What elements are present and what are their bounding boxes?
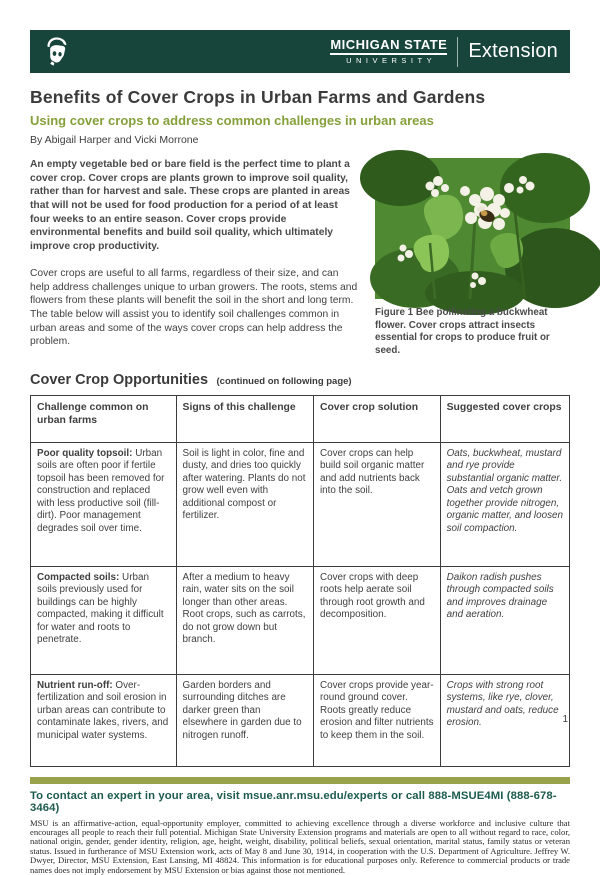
page-title: Benefits of Cover Crops in Urban Farms and Gardens: [30, 87, 486, 107]
table-row: [31, 442, 570, 566]
intro-section: [30, 158, 570, 357]
disclaimer-text: MSU is an affirmative-action, equal-opportunity employer, committed to achieving excellence through a diverse workforce and inclusive culture that encourages all people to reach their full potential. Michigan State University Extension programs and materials are open to all without regard to race, color, national origin, gender, gender identity, religion, age, height, weight, disability, political beliefs, sexual orientation, marital status, family status or veteran status. Issued in furtherance of MSU Extension work, acts of May 8 and June 30, 1914, in cooperation with the U.S. Department of Agriculture. Jeffrey W. Dwyer, Director, MSU Extension, East Lansing, MI 48824. This information is for educational purposes only. Reference to commercial products or trade names does not imply endorsement by MSU Extension or bias against those not mentioned.: [30, 817, 570, 875]
challenge-term: Compacted soils:: [37, 571, 120, 583]
intro-paragraph-2: Cover crops are useful to all farms, regardless of their size, and can help address challenges unique to urban growers. The roots, stems and flowers from these plants will benefit the soil in the short and long term. The table below will assist you to identify soil challenges common in urban areas and some of the ways cover crops can help address the problem.: [30, 267, 358, 348]
challenge-text: Urban soils previously used for buildings can be highly compacted, making it difficult for water and roots to penetrate.: [37, 571, 164, 646]
olive-divider-bar: [30, 777, 570, 784]
brand-divider: [457, 37, 458, 67]
col-header-suggested: Suggested cover crops: [440, 396, 569, 442]
contact-expert-line: To contact an expert in your area, visit msue.anr.msu.edu/experts or call 888-MSUE4MI (888-678-3464): [30, 789, 557, 814]
buckwheat-bee-photo: [375, 158, 570, 299]
col-header-signs: Signs of this challenge: [176, 396, 313, 442]
table-row: [31, 674, 570, 766]
challenge-text: Over-fertilization and soil erosion in urban areas can contribute to contaminate lakes, rivers, and municipal water systems.: [37, 679, 169, 741]
page-subtitle: Using cover crops to address common challenges in urban areas: [30, 113, 434, 128]
cell-suggested: Oats, buckwheat, mustard and rye provide substantial organic matter. Oats and vetch grown together provide nitrogen, organic matter, and loosen soil compaction.: [440, 442, 569, 566]
extension-label: Extension: [468, 40, 558, 62]
cell-challenge: [31, 674, 177, 766]
intro-text-column: [30, 158, 358, 357]
msu-header-banner: [30, 30, 570, 73]
intro-paragraph-1: An empty vegetable bed or bare field is the perfect time to plant a cover crop. Cover crops are plants grown to improve soil quality, rather than for harvest and sale. These crops are planted in areas that will not be used for food production for a period of at least four weeks to an entire season. Cover crops provide environmental benefits and build soil quality, which ultimately improve crop productivity.: [30, 159, 350, 253]
cell-suggested: Daikon radish pushes through compacted soils and improves drainage and aeration.: [440, 566, 569, 674]
byline: By Abigail Harper and Vicki Morrone: [30, 134, 199, 146]
table-row: [31, 566, 570, 674]
cell-signs: Garden borders and surrounding ditches are darker green than elsewhere in garden due to nitrogen runoff.: [176, 674, 313, 766]
wordmark-line2: UNIVERSITY: [346, 56, 437, 66]
col-header-solution: Cover crop solution: [313, 396, 440, 442]
figure-block: [375, 158, 570, 357]
cover-crop-opportunities-table: [30, 395, 570, 766]
challenge-term: Poor quality topsoil:: [37, 447, 133, 459]
table-header-row: [31, 396, 570, 442]
cell-challenge: [31, 566, 177, 674]
cell-solution: Cover crops with deep roots help aerate soil through root growth and decomposition.: [313, 566, 440, 674]
cell-solution: Cover crops provide year-round ground cover. Roots greatly reduce erosion and filter nutrients to keep them in the soil.: [313, 674, 440, 766]
cell-challenge: [31, 442, 177, 566]
challenge-text: Urban soils are often poor if fertile topsoil has been removed for construction and replaced with less productive soil (fill-dirt). Poor management degrades soil over time.: [37, 447, 165, 534]
michigan-state-wordmark: [330, 38, 447, 65]
cell-suggested: Crops with strong root systems, like rye, clover, mustard and oats, reduce erosion.: [440, 674, 569, 766]
msu-wordmark: [330, 37, 558, 67]
page-number: 1: [562, 714, 568, 725]
cell-signs: After a medium to heavy rain, water sits on the soil longer than other areas. Root crops, such as carrots, do not grow down but branch.: [176, 566, 313, 674]
table-section-heading: [30, 371, 570, 389]
spartan-helmet-icon: [40, 35, 74, 69]
section-title: Cover Crop Opportunities: [30, 372, 209, 389]
section-note: (continued on following page): [216, 376, 352, 388]
col-header-challenge: Challenge common on urban farms: [31, 396, 177, 442]
cell-solution: Cover crops can help build soil organic matter and add nutrients back into the soil.: [313, 442, 440, 566]
challenge-term: Nutrient run-off:: [37, 679, 113, 691]
figure-caption: Figure 1 Bee pollinating a buckwheat flower. Cover crops attract insects essential for crops to produce fruit or seed.: [375, 307, 550, 356]
wordmark-line1: MICHIGAN STATE: [330, 38, 447, 55]
cell-signs: Soil is light in color, fine and dusty, and dries too quickly after watering. Plants do not grow well even with additional compost or fertilizer.: [176, 442, 313, 566]
